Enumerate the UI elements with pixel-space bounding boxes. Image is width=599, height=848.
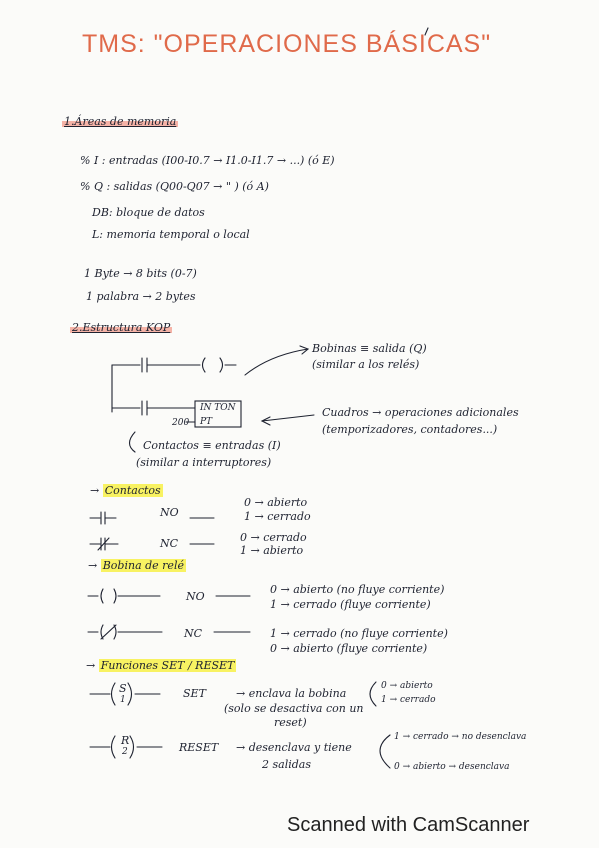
coil-nc-symbol bbox=[88, 625, 250, 639]
contact-no-state-0: 0 → abierto bbox=[244, 496, 308, 509]
ton-box-in-label: IN TON bbox=[200, 403, 236, 413]
coil-nc-label: NC bbox=[184, 627, 203, 640]
memory-local-line: L: memoria temporal o local bbox=[92, 228, 250, 241]
funciones-arrow-icon: → bbox=[86, 659, 99, 672]
set-state-0: 0 → abierto bbox=[381, 681, 433, 691]
coil-nc-state-0: 0 → abierto (fluye corriente) bbox=[270, 642, 428, 655]
contact-nc-label: NC bbox=[160, 537, 179, 550]
reset-state-1: 1 → cerrado → no desenclava bbox=[394, 732, 527, 742]
section-memory-areas-label: 1.Áreas de memoria bbox=[64, 115, 177, 128]
contact-no-state-1: 1 → cerrado bbox=[244, 510, 311, 523]
boxes-examples: (temporizadores, contadores...) bbox=[322, 423, 498, 436]
camscanner-watermark: Scanned with CamScanner bbox=[287, 814, 530, 836]
coil-no-symbol bbox=[88, 589, 250, 603]
coil-no-state-0: 0 → abierto (no fluye corriente) bbox=[270, 583, 445, 596]
contact-no-label: NO bbox=[160, 506, 179, 519]
reset-arrow-icon: → bbox=[236, 741, 249, 754]
contact-nc-symbol bbox=[90, 538, 214, 550]
set-note-line2: reset) bbox=[274, 716, 307, 729]
set-coil-symbol: S bbox=[119, 682, 127, 695]
memory-inputs-line: % I : entradas (I00-I0.7 → I1.0-I1.7 → ...) (ó E) bbox=[80, 154, 335, 167]
coils-similar-note: (similar a los relés) bbox=[312, 358, 420, 371]
section-kop-structure-label: 2.Estructura KOP bbox=[72, 321, 171, 334]
reset-coil-subscript: 2 bbox=[122, 747, 128, 757]
ton-box-pt-label: PT bbox=[200, 417, 213, 427]
reset-coil-drawing bbox=[90, 735, 390, 768]
funciones-header-label: Funciones SET / RESET bbox=[100, 659, 235, 672]
coil-nc-state-1: 1 → cerrado (no fluye corriente) bbox=[270, 627, 448, 640]
bobina-arrow-icon: → bbox=[88, 559, 101, 572]
reset-coil-symbol: R bbox=[121, 734, 130, 747]
reset-description-text: desenclava y tiene bbox=[248, 741, 352, 754]
coil-no-state-1: 1 → cerrado (fluye corriente) bbox=[270, 598, 431, 611]
contactos-arrow-icon: → bbox=[90, 484, 103, 497]
reset-note: 2 salidas bbox=[262, 758, 311, 771]
set-coil-drawing bbox=[90, 682, 376, 706]
contacts-similar-note: (similar a interruptores) bbox=[136, 456, 272, 469]
memory-outputs-line: % Q : salidas (Q00-Q07 → " ) (ó A) bbox=[80, 180, 269, 193]
coil-no-label: NO bbox=[186, 590, 205, 603]
ton-pt-value: 200 bbox=[172, 418, 190, 428]
set-note-line1: (solo se desactiva con un bbox=[224, 702, 364, 715]
coils-description: Bobinas ≡ salida (Q) bbox=[312, 342, 427, 355]
reset-state-0: 0 → abierto → desenclava bbox=[394, 762, 510, 772]
set-arrow-icon: → bbox=[236, 687, 249, 700]
contacts-description: Contactos ≡ entradas (I) bbox=[143, 439, 281, 452]
reset-label: RESET bbox=[179, 741, 219, 754]
boxes-description: Cuadros → operaciones adicionales bbox=[322, 406, 519, 419]
set-state-1: 1 → cerrado bbox=[381, 695, 436, 705]
contact-no-symbol bbox=[90, 512, 214, 524]
contact-nc-state-1: 1 → abierto bbox=[240, 544, 304, 557]
set-label: SET bbox=[183, 687, 206, 700]
bobina-header-label: Bobina de relé bbox=[102, 559, 184, 572]
memory-db-line: DB: bloque de datos bbox=[92, 206, 205, 219]
rung-2-contact-ton-box bbox=[112, 401, 314, 452]
page-title: TMS: "OPERACIONES BÁSICAS" bbox=[82, 30, 492, 58]
word-line: 1 palabra → 2 bytes bbox=[86, 290, 196, 303]
byte-line: 1 Byte → 8 bits (0-7) bbox=[84, 267, 197, 280]
set-description-text: enclava la bobina bbox=[248, 687, 347, 700]
contact-nc-state-0: 0 → cerrado bbox=[240, 531, 307, 544]
contactos-header-label: Contactos bbox=[104, 484, 161, 497]
title-flourish-line bbox=[425, 28, 428, 35]
set-coil-subscript: 1 bbox=[120, 695, 126, 705]
rung-1-contact-coil bbox=[112, 346, 308, 412]
